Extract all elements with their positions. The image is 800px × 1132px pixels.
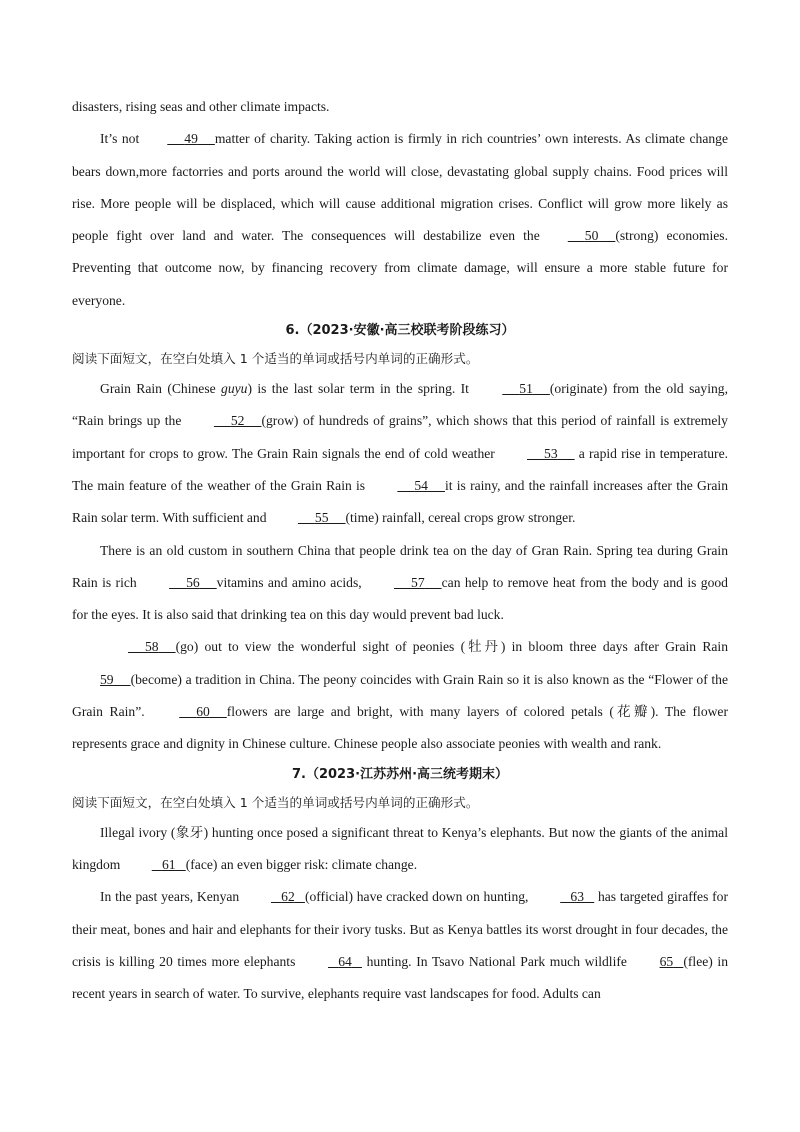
- paragraph-grain-rain-3: 58 (go) out to view the wonderful sight of peonies (牡丹) in bloom three days after Grain Rain 59 (become) a tradition in China. The peony coincides with Grain Rain so it is also known as the “Flower of the Grain Rain”. 60 flowers are large and bright, with many layers of colored petals (花瓣). The flower represents grace and dignity in Chinese culture. Chinese people also associate peonies with wealth and rank.: [72, 631, 728, 760]
- blank-64: 64: [338, 953, 352, 969]
- paragraph-ivory-2: In the past years, Kenyan 62 (official) have cracked down on hunting, 63 has targeted giraffes for their meat, bones and hair and elephants for their ivory tusks. But as Kenya battles its worst drought in four decades, the crisis is killing 20 times more elephants 64 hunting. In Tsavo National Park much wildlife 65 (flee) in recent years in search of water. To survive, elephants require vast landscapes for food. Adults can: [72, 881, 728, 1010]
- blank-65: 65: [659, 953, 674, 969]
- blank-49: 49: [184, 131, 198, 147]
- blank-52: 52: [230, 413, 245, 429]
- blank-51: 51: [519, 381, 533, 397]
- paragraph-grain-rain-2: There is an old custom in southern China that people drink tea on the day of Gran Rain. Spring tea during Grain Rain is rich 56 vitamins and amino acids, 57 can help to remove heat from the body and is good for the eyes. It is also said that drinking tea on this day would prevent bad luck.: [72, 542, 728, 623]
- section-6-heading: 6.（2023·安徽·高三校联考阶段练习）: [285, 323, 515, 339]
- blank-50: 50: [584, 228, 599, 244]
- section-7-heading: 7.（2023·江苏苏州·高三统考期末）: [291, 766, 509, 782]
- section-6-instruction: 阅读下面短文，在空白处填入 1 个适当的单词或括号内单词的正确形式。: [72, 351, 479, 367]
- blank-56: 56: [186, 574, 200, 590]
- paragraph-ivory-1: Illegal ivory (象牙) hunting once posed a significant threat to Kenya’s elephants. But now the giants of the animal kingdom 61 (face) an even bigger risk: climate change.: [72, 817, 728, 882]
- blank-63: 63: [570, 889, 584, 905]
- blank-62: 62: [281, 889, 295, 905]
- blank-60: 60: [196, 704, 210, 720]
- blank-53: 53: [544, 445, 558, 461]
- paragraph-charity: It’s not 49 matter of charity. Taking action is firmly in rich countries’ own interests. As climate change bears down,more factorries and ports around the world will close, devastating global supply chains. Food prices will rise. More people will be displaced, which will cause additional migration crises. Conflict will grow more likely as people fight over land and water. The consequences will destabilize even the 50 (strong) economies. Preventing that outcome now, by financing recovery from climate damage, will ensure a more stable future for everyone.: [72, 123, 728, 317]
- paragraph-grain-rain-1: Grain Rain (Chinese guyu) is the last solar term in the spring. It 51 (originate) from the old saying, “Rain brings up the 52 (grow) of hundreds of grains”, which shows that this period of rainfall is extremely important for crops to grow. The Grain Rain signals the end of cold weather 53 a rapid rise in temperature. The main feature of the weather of the Grain Rain is 54 it is rainy, and the rainfall increases after the Grain Rain solar term. With sufficient and 55 (time) rainfall, cereal crops grow stronger.: [72, 373, 728, 534]
- blank-58: 58: [145, 639, 159, 655]
- section-7-instruction: 阅读下面短文，在空白处填入 1 个适当的单词或括号内单词的正确形式。: [72, 794, 479, 810]
- paragraph-continuation: disasters, rising seas and other climate impacts.: [72, 99, 330, 114]
- blank-57: 57: [411, 574, 425, 590]
- blank-54: 54: [414, 477, 428, 493]
- blank-55: 55: [314, 510, 329, 526]
- blank-61: 61: [161, 856, 176, 872]
- document-page: [72, 91, 728, 1010]
- blank-59: 59: [100, 671, 114, 687]
